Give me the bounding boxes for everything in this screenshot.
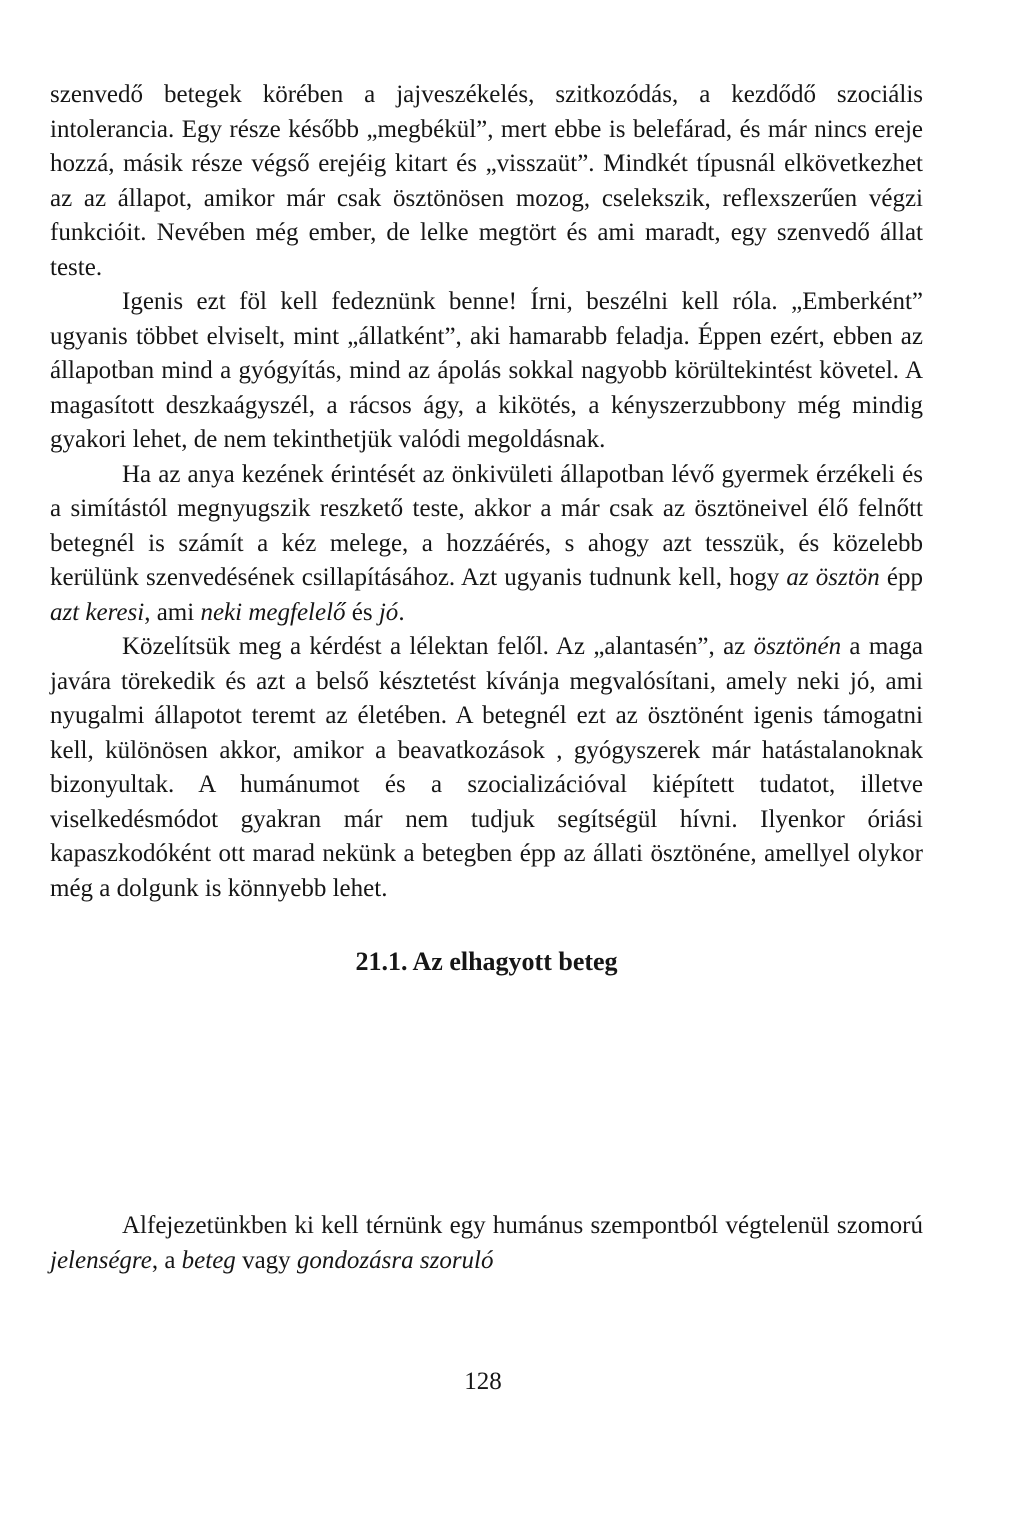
italic-text-run: azt keresi [50,598,145,626]
italic-text-run: beteg [181,1246,236,1274]
text-run: , ami [144,598,201,626]
main-body-text [50,78,923,906]
paragraph: Igenis ezt föl kell fedeznünk benne! Írni, beszélni kell róla. „Emberként” ugyanis többet elviselt, mint „állatként”, aki hamarabb feladja. Éppen ezért, ebben az állapotban mind a gyógyítás, mind az ápolás sokkal nagyobb körültekintést követel. A magasított deszkaágyszél, a rácsos ágy, a kikötés, a kényszerzubbony még mindig gyakori lehet, de nem tekinthetjük valódi megoldásnak. [50,288,923,453]
section-heading: 21.1. Az elhagyott beteg [355,947,618,976]
section-body-text [50,1209,923,1278]
italic-text-run: ösztönén [753,633,842,660]
italic-text-run: neki megfelelő [200,598,346,626]
text-run: Közelítsük meg a kérdést a lélektan felől. Az „alantasén”, az [122,633,754,660]
text-run: Ha az anya kezének érintését az önkivületi állapotban lévő gyermek érzékeli és a simítástól megnyugszik reszkető teste, akkor a már csak az ösztöneivel élő felnőtt betegnél is számít a kéz melege, a hozzáérés, s ahogy azt tesszük, és közelebb kerülünk szenvedésének csillapításához. Azt ugyanis tudnunk kell, hogy [50,460,923,591]
paragraph [50,458,923,631]
italic-text-run: az ösztön [786,564,880,591]
paragraph [50,630,923,906]
text-run: épp [879,564,923,591]
text-run: . [398,598,405,626]
paragraph [50,1209,923,1278]
text-run: , a [151,1246,182,1274]
page-number: 128 [464,1368,502,1395]
paragraph-continued: szenvedő betegek körében a jajveszékelés, szitkozódás, a kezdődő szociális intolerancia. Egy része később „megbékül”, mert ebbe is belefárad, és már nincs ereje hozzá, másik része végső erejéig kitart és „visszaüt”. Mindkét típusnál elkövetkezhet az az állapot, amikor már csak ösztönösen mozog, cselekszik, reflexszerűen végzi funkcióit. Nevében még ember, de lelke megtört és ami maradt, egy szenvedő állat teste. [50,81,923,281]
text-run: Alfejezetünkben ki kell térnünk egy humánus szempontból végtelenül szomorú [122,1212,923,1239]
italic-text-run: jelenségre [50,1246,152,1274]
text-run: a maga javára törekedik és azt a belső késztetést kívánja megvalósítani, amely neki jó, ami nyugalmi állapotot teremt az életében. A betegnél ezt az ösztönént igenis támogatni kell, különösen akkor, amikor a beavatkozások , gyógyszerek már hatástalanoknak bizonyultak. A humánumot és a szocializációval kiépített tudatot, illetve viselkedésmódot gyakran már nem tudjuk segítségül hívni. Ilyenkor óriási kapaszkodóként ott marad nekünk a betegben épp az állati ösztönéne, amellyel olykor még a dolgunk is könnyebb lehet. [50,633,923,902]
italic-text-run: jó [378,598,399,626]
italic-text-run: gondozásra szoruló [296,1246,494,1274]
text-run: és [345,598,379,626]
text-run: vagy [235,1246,297,1274]
